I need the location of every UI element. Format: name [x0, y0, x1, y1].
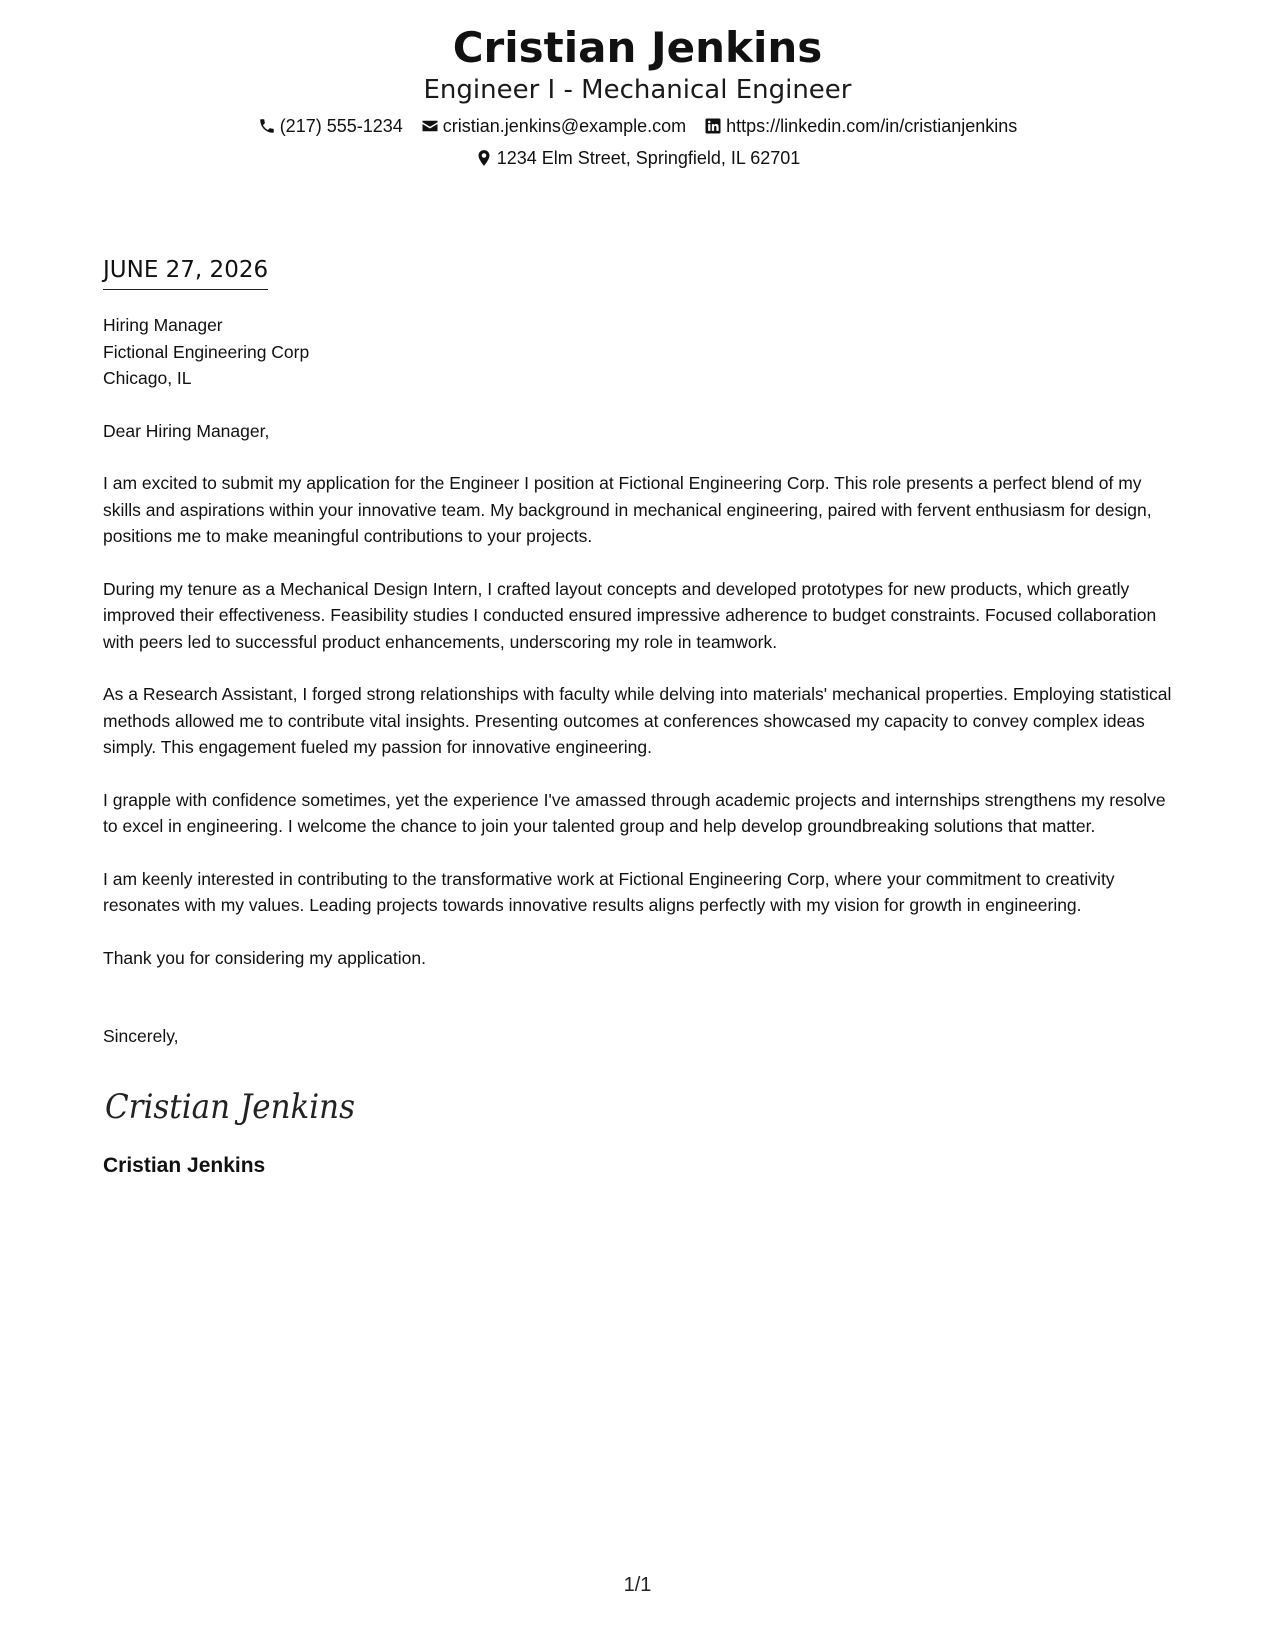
signature-text: Cristian Jenkins	[105, 1086, 355, 1127]
body-paragraph: Thank you for considering my application.	[103, 947, 426, 968]
contact-email	[421, 114, 686, 138]
page-indicator: 1/1	[623, 1574, 652, 1596]
letter-body	[103, 255, 1178, 1180]
letter-date: JUNE 27, 2026	[103, 255, 268, 290]
map-marker-icon	[475, 149, 493, 167]
applicant-name: Cristian Jenkins	[452, 23, 823, 72]
street-address: 1234 Elm Street, Springfield, IL 62701	[496, 148, 801, 168]
signer-name: Cristian Jenkins	[103, 1153, 266, 1177]
body-paragraph: As a Research Assistant, I forged strong relationships with faculty while delving into materials' mechanical properties. Employing statistical methods allowed me to contribute vital insights. Presenting outcomes at conferences showcased my capacity to convey complex ideas simply. This engagement fueled my passion for innovative engineering.	[103, 684, 1172, 757]
letter-header	[0, 22, 1275, 170]
linkedin-url[interactable]: https://linkedin.com/in/cristianjenkins	[726, 116, 1018, 136]
address-row	[0, 146, 1275, 170]
recipient-block	[103, 312, 1178, 392]
salutation: Dear Hiring Manager,	[103, 420, 270, 441]
body-paragraph: I grapple with confidence sometimes, yet the experience I've amassed through academic projects and internships strengthens my resolve to excel in engineering. I welcome the chance to join your talented group and help develop groundbreaking solutions that matter.	[103, 789, 1166, 836]
contact-linkedin	[704, 114, 1017, 138]
envelope-icon	[421, 117, 439, 135]
phone-icon	[258, 117, 276, 135]
body-paragraph: During my tenure as a Mechanical Design Intern, I crafted layout concepts and developed prototypes for new products, which greatly improved their effectiveness. Feasibility studies I conducted ensured impressive adherence to budget constraints. Focused collaboration with peers led to successful product enhancements, underscoring my role in teamwork.	[103, 578, 1157, 652]
recipient-company: Fictional Engineering Corp	[103, 341, 310, 362]
handwritten-signature	[103, 1080, 1178, 1130]
contact-row	[0, 114, 1275, 138]
email-address[interactable]: cristian.jenkins@example.com	[442, 116, 687, 136]
linkedin-icon	[704, 117, 722, 135]
phone-number: (217) 555-1234	[279, 116, 403, 136]
closing: Sincerely,	[103, 1026, 179, 1046]
recipient-location: Chicago, IL	[103, 368, 192, 388]
contact-address	[475, 146, 801, 170]
recipient-title: Hiring Manager	[103, 315, 223, 335]
contact-phone	[258, 114, 403, 138]
body-paragraph: I am excited to submit my application for the Engineer I position at Fictional Engineering Corp. This role presents a perfect blend of my skills and aspirations within your innovative team. My background in mechanical engineering, paired with fervent enthusiasm for design, positions me to make meaningful contributions to your projects.	[103, 473, 1152, 546]
body-paragraph: I am keenly interested in contributing to the transformative work at Fictional Engineering Corp, where your commitment to creativity resonates with my values. Leading projects towards innovative results aligns perfectly with my vision for growth in engineering.	[103, 868, 1115, 915]
applicant-title: Engineer I - Mechanical Engineer	[423, 75, 852, 105]
